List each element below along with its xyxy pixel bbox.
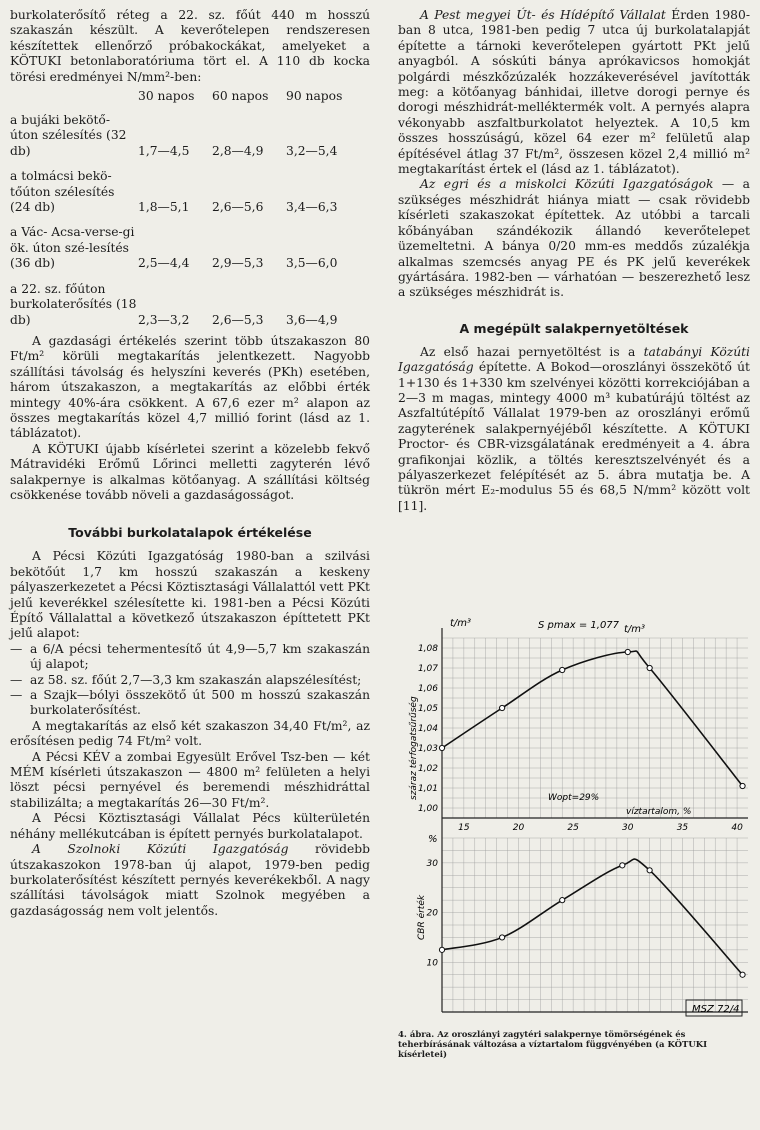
cell: 2,5—4,4 xyxy=(138,256,190,271)
paragraph xyxy=(398,345,750,514)
cell: 3,6—4,9 xyxy=(286,312,338,327)
y1-tick-label: 1,03 xyxy=(417,744,438,754)
cell: 2,3—3,2 xyxy=(138,312,190,327)
row-label: a bujáki bekötő-úton szélesítés (32 db) xyxy=(10,113,127,158)
cbr-curve xyxy=(442,859,743,975)
header-90: 90 napos xyxy=(286,89,343,104)
x-tick-label: 25 xyxy=(567,823,579,833)
density-point xyxy=(647,665,652,670)
density-point xyxy=(625,649,630,654)
y1-tick-label: 1,02 xyxy=(417,764,438,774)
paragraph: A Pécsi Köztisztasági Vállalat Pécs külterületén néhány mellékutcában is épített pernyés burkolatalapot. xyxy=(10,811,370,841)
cell: 3,4—6,3 xyxy=(286,200,338,215)
cbr-point xyxy=(620,863,625,868)
italic-phrase: tatabányi Közúti Igazgatóság xyxy=(398,344,750,375)
cbr-point xyxy=(740,972,745,977)
paragraph: A Pécsi Közúti Igazgatóság 1980-ban a szilvási bekötőút 1,7 km hosszú szakaszán a keskeny pályaszerkezetet a Pécsi Köztisztasági Vállalattól vett PKt jelű keverékkel szélesítette ki. 1981-ben a Pécsi Közúti Építő Vállalattal a következő útszakaszon építtetett PKt jelű alapot: xyxy=(10,549,370,641)
x-tick-label: 20 xyxy=(512,823,525,833)
peak-unit: t/m³ xyxy=(624,624,646,635)
density-point xyxy=(740,783,745,788)
stamp-label: MSZ 72/4 xyxy=(692,1004,740,1015)
grid xyxy=(442,628,748,1012)
right-column xyxy=(398,8,750,514)
figure-caption: 4. ábra. Az oroszlányi zagytéri salakpernye tömörségének és teherbírásának változása a víztartalom függvényében (a KÖTUKI kísérletei) xyxy=(398,1030,708,1060)
header-marker xyxy=(10,89,138,113)
y1-axis-label: száraz térfogatsűrűség xyxy=(409,696,419,800)
text-run: — a szükséges mészhidrát hiánya miatt — csak rövidebb kísérleti szakaszokat építettek. Az utóbbi a tarcali kőbányában szándékozik állandó keverőtelepet üzemeltetni. A bánya 0/20 mm-es meddős zúzalékja alkalmas szemcsés anyag PE és PK jelű keverékek gyártására. 1982-ben — várhatóan — beszerezhető lesz a szükséges mészhidrát is. xyxy=(398,177,750,300)
chart-svg xyxy=(398,610,754,1030)
header-30: 30 napos xyxy=(138,89,195,104)
table-header xyxy=(10,89,360,113)
cell: 2,8—4,9 xyxy=(212,143,264,158)
y2-axis-label: CBR érték xyxy=(417,894,427,940)
y1-tick-label: 1,00 xyxy=(417,804,438,814)
cell: 3,5—6,0 xyxy=(286,256,338,271)
text-run: Az első hazai pernyetöltést is a xyxy=(420,344,644,359)
y2-tick-label: 10 xyxy=(426,958,438,969)
density-point xyxy=(439,745,444,750)
left-column xyxy=(10,8,370,919)
wopt-label: Wopt=29% xyxy=(548,793,600,803)
italic-phrase: A Szolnoki Közúti Igazgatóság xyxy=(32,842,289,857)
row-label: a 22. sz. főúton burkolaterősítés (18 db) xyxy=(10,281,137,327)
text-run: Érden 1980-ban 8 utca, 1981-ben pedig 7 utca új burkolatalapját építette a tárnoki keverőtelepen gyártott PKt jelű anyagból. A sóskúti bánya aprókavicsos homokját polgárdi mészkőzúzalék hozzákeverésével javították meg: a kötőanyag bánhidai, illetve dorogi pernye és dorogi mészhidrát-melléktermék volt. A pernyés alapra vékonyabb aszfaltburkolatot helyeztek. A 10,5 km összes hosszúságú, közel 64 ezer m² felületű alap építésével átlag 37 Ft/m², összesen közel 2,4 millió m² megtakarítást értek el (lásd az 1. táblázatot). xyxy=(398,8,750,177)
cell: 2,6—5,6 xyxy=(212,200,264,215)
density-point xyxy=(560,667,565,672)
figure-4 xyxy=(398,610,754,1030)
cbr-point xyxy=(439,947,444,952)
cbr-point xyxy=(560,898,565,903)
section-heading: További burkolatalapok értékelése xyxy=(68,525,312,541)
y1-tick-label: 1,06 xyxy=(417,684,438,694)
table-row xyxy=(10,113,360,169)
paragraph: burkolaterősítő réteg a 22. sz. főút 440 m hosszú szakaszán készült. A keverőtelepen rendszeresen készítettek ellenőrző próbakockákat, amelyeket a KÖTUKI betonlaboratóriuma tört el. A 110 db kocka törési eredményei N/mm²-ben: xyxy=(10,8,370,84)
table-row xyxy=(10,169,360,225)
y1-tick-label: 1,01 xyxy=(417,784,438,794)
y1-tick-label: 1,07 xyxy=(417,664,438,674)
paragraph xyxy=(398,177,750,300)
paragraph xyxy=(398,8,750,177)
top-unit: t/m³ xyxy=(450,618,472,629)
density-curve xyxy=(442,651,743,786)
cell: 1,7—4,5 xyxy=(138,143,190,158)
y2-tick-label: 30 xyxy=(426,858,438,869)
y1-tick-label: 1,04 xyxy=(417,724,438,734)
text-run: rövidebb útszakaszokon 1978-ban új alapot, 1979-ben pedig burkolaterősítést készített pernyés keverékekből. A nagy szállítási távolságok miatt Szolnok megyében a gazdaságosság nem volt jelentős. xyxy=(10,842,371,918)
table-row xyxy=(10,225,360,281)
cbr-point xyxy=(500,935,505,940)
peak-label: S pmax = 1,077 xyxy=(538,620,620,631)
x-tick-label: 15 xyxy=(458,823,470,833)
header-60: 60 napos xyxy=(212,89,269,104)
paragraph: A gazdasági értékelés szerint több útszakaszon 80 Ft/m² körüli megtakarítás jelentkezett. Nagyobb szállítási távolság és helyszíni keverés (PKh) esetében, három útszakaszon, a megtakarítás az előbbi érték mintegy 40%-ára csökkent. A 67,6 ezer m² alapon az összes megtakarítás közel 4,7 millió forint (lásd az 1. táblázatot). xyxy=(10,333,370,441)
paragraph: A Pécsi KÉV a zombai Egyesült Erővel Tsz-ben — két MÉM kísérleti útszakaszon — 4800 m² felületen a helyi löszt pécsi pernyével és beremendi mészhidráttal stabilizálta; a megtakarítás 26—30 Ft/m². xyxy=(10,749,370,810)
x-axis-label: víztartalom, % xyxy=(626,807,692,817)
table-row xyxy=(10,282,360,328)
paragraph: A KÖTUKI újabb kísérletei szerint a közelebb fekvő Mátravidéki Erőmű Lőrinci melletti zagyterén lévő salakpernye is alkalmas kötőanyag. A szállítási költség csökkenése tovább növeli a gazdaságosságot. xyxy=(10,441,370,502)
cell: 2,6—5,3 xyxy=(212,312,264,327)
y1-tick-label: 1,08 xyxy=(417,644,438,654)
section-heading: A megépült salakpernyetöltések xyxy=(459,320,689,336)
cbr-point xyxy=(647,868,652,873)
results-table xyxy=(10,89,360,328)
y1-tick-label: 1,05 xyxy=(417,704,438,714)
italic-phrase: Az egri és a miskolci Közúti Igazgatóságok xyxy=(420,177,714,192)
y2-unit: % xyxy=(428,834,438,845)
row-label: a Vác- Acsa-verse-gi ök. úton szé-lesítés (36 db) xyxy=(10,225,135,271)
cell: 2,9—5,3 xyxy=(212,256,264,271)
list-item: — az 58. sz. főút 2,7—3,3 km szakaszán alapszélesítést; xyxy=(10,673,370,688)
y2-tick-label: 20 xyxy=(426,908,438,919)
x-tick-label: 40 xyxy=(731,823,743,833)
x-tick-label: 35 xyxy=(676,823,689,833)
data-marks xyxy=(439,649,745,977)
paragraph xyxy=(10,842,370,919)
cell: 3,2—5,4 xyxy=(286,143,338,158)
text-run: építette. A Bokod—oroszlányi összekötő út 1+130 és 1+330 km szelvényei közötti korrekciójában a 2—3 m magas, mintegy 4000 m³ kubatúrájú töltést az Aszfaltútépítő Vállalat 1979-ben az oroszlányi erőmű zagyterének salakpernyéjéből készítette. A KÖTUKI Proctor- és CBR-vizsgálatának eredményeit a 4. ábra grafikonjai közlik, a töltés keresztszelvényét és a pályaszerkezet felépítését az 5. ábra mutatja be. A tükrön mért E₂-modulus 55 és 68,5 N/mm² között volt [11]. xyxy=(398,360,750,513)
cell: 1,8—5,1 xyxy=(138,200,190,215)
list-item: — a 6/A pécsi tehermentesítő út 4,9—5,7 km szakaszán új alapot; xyxy=(10,642,370,673)
italic-phrase: A Pest megyei Út- és Hídépítő Vállalat xyxy=(420,8,666,22)
paragraph: A megtakarítás az első két szakaszon 34,40 Ft/m², az erősítésen pedig 74 Ft/m² volt. xyxy=(10,718,370,749)
row-label: a tolmácsi bekö-tőúton szélesítés (24 db) xyxy=(10,169,115,215)
list-item: — a Szajk—bólyi összekötő út 500 m hosszú szakaszán burkolaterősítést. xyxy=(10,688,370,719)
dash-list xyxy=(10,642,370,719)
x-tick-label: 30 xyxy=(622,823,634,833)
density-point xyxy=(500,705,505,710)
